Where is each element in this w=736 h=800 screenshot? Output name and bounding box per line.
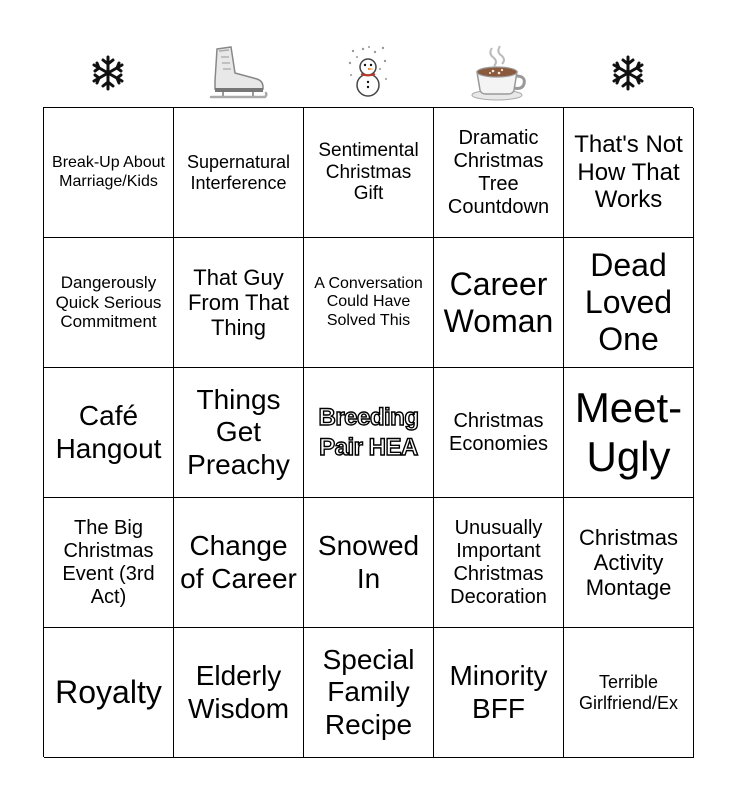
bingo-cell[interactable]: Things Get Preachy	[174, 368, 304, 498]
bingo-cell[interactable]: Sentimental Christmas Gift	[304, 108, 434, 238]
snowflake-icon	[90, 53, 126, 93]
bingo-header	[43, 40, 693, 106]
bingo-cell[interactable]: Terrible Girlfriend/Ex	[564, 628, 694, 758]
header-cell-4	[433, 40, 563, 106]
bingo-grid	[43, 107, 693, 757]
bingo-cell[interactable]: Meet-Ugly	[564, 368, 694, 498]
bingo-cell[interactable]: Elderly Wisdom	[174, 628, 304, 758]
free-space-label: Breeding Pair HEA	[318, 403, 419, 461]
bingo-cell[interactable]: The Big Christmas Event (3rd Act)	[44, 498, 174, 628]
bingo-cell[interactable]: Dead Loved One	[564, 238, 694, 368]
snowflake-icon	[610, 53, 646, 93]
bingo-cell[interactable]: Christmas Economies	[434, 368, 564, 498]
header-cell-2	[173, 40, 303, 106]
bingo-cell[interactable]: Royalty	[44, 628, 174, 758]
bingo-cell[interactable]: Career Woman	[434, 238, 564, 368]
hot-cocoa-icon	[468, 44, 528, 102]
bingo-cell[interactable]: Special Family Recipe	[304, 628, 434, 758]
bingo-cell[interactable]: Dramatic Christmas Tree Countdown	[434, 108, 564, 238]
bingo-cell[interactable]: That's Not How That Works	[564, 108, 694, 238]
bingo-cell[interactable]: Supernatural Interference	[174, 108, 304, 238]
header-cell-1	[43, 40, 173, 106]
header-cell-3	[303, 40, 433, 106]
snowman-icon	[345, 45, 391, 101]
free-space-cell[interactable]	[304, 368, 434, 498]
bingo-cell[interactable]: Change of Career	[174, 498, 304, 628]
bingo-cell[interactable]: Unusually Important Christmas Decoration	[434, 498, 564, 628]
bingo-cell[interactable]: That Guy From That Thing	[174, 238, 304, 368]
bingo-cell[interactable]: Café Hangout	[44, 368, 174, 498]
bingo-cell[interactable]: Christmas Activity Montage	[564, 498, 694, 628]
bingo-cell[interactable]: Snowed In	[304, 498, 434, 628]
header-cell-5	[563, 40, 693, 106]
bingo-cell[interactable]: Break-Up About Marriage/Kids	[44, 108, 174, 238]
bingo-cell[interactable]: Dangerously Quick Serious Commitment	[44, 238, 174, 368]
ice-skate-icon	[207, 45, 269, 101]
bingo-cell[interactable]: A Conversation Could Have Solved This	[304, 238, 434, 368]
bingo-cell[interactable]: Minority BFF	[434, 628, 564, 758]
